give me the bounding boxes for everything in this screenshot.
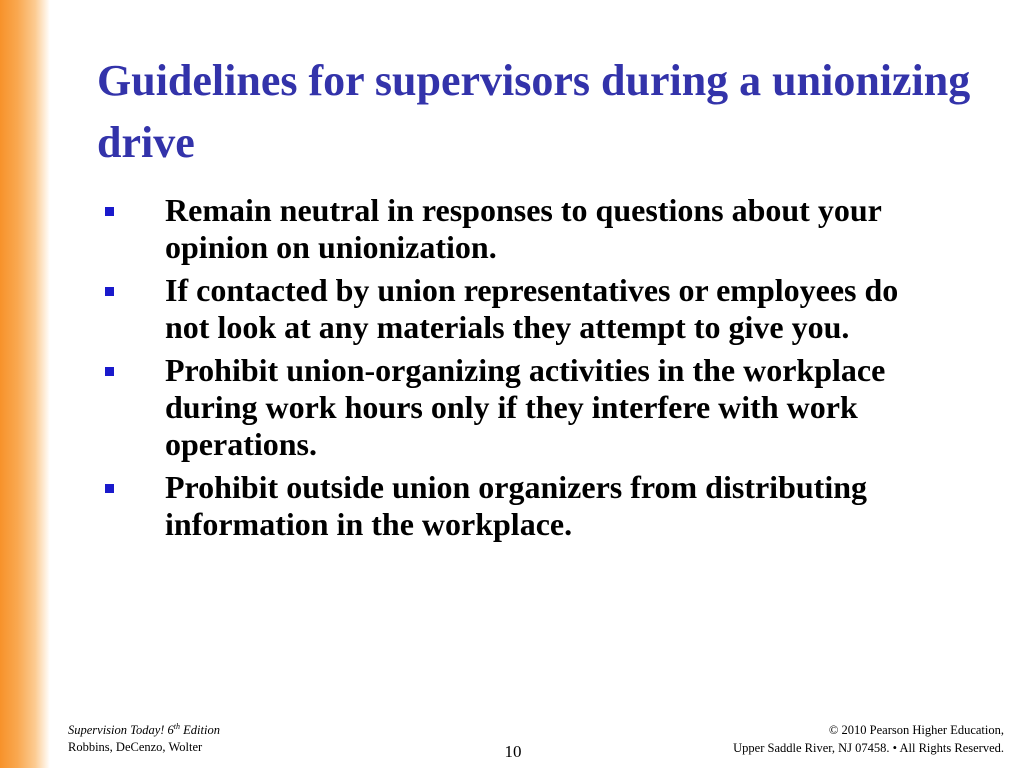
- bullet-text: Remain neutral in responses to questions about your opinion on unionization.: [165, 192, 882, 265]
- square-bullet-icon: [105, 484, 114, 493]
- bullet-list: [105, 192, 925, 549]
- square-bullet-icon: [105, 367, 114, 376]
- copyright-line-2: Upper Saddle River, NJ 07458. • All Rights Reserved.: [733, 741, 1004, 755]
- footer-book-title: Supervision Today! 6th Edition: [68, 721, 220, 737]
- square-bullet-icon: [105, 287, 114, 296]
- copyright-line-1: © 2010 Pearson Higher Education,: [828, 723, 1004, 737]
- footer-book-info: [68, 722, 220, 756]
- left-accent-bar: [0, 0, 50, 768]
- page-number: 10: [504, 742, 522, 761]
- bullet-item: [105, 469, 925, 543]
- bullet-item: [105, 352, 925, 463]
- bullet-text: If contacted by union representatives or employees do not look at any materials they attempt to give you.: [165, 272, 899, 345]
- square-bullet-icon: [105, 207, 114, 216]
- bullet-text: Prohibit union-organizing activities in the workplace during work hours only if they interfere with work operations.: [165, 352, 886, 462]
- footer-copyright: [733, 721, 1004, 757]
- bullet-item: [105, 272, 925, 346]
- bullet-item: [105, 192, 925, 266]
- bullet-text: Prohibit outside union organizers from distributing information in the workplace.: [165, 469, 867, 542]
- slide-title: Guidelines for supervisors during a unionizing drive: [97, 56, 971, 167]
- footer-authors: Robbins, DeCenzo, Wolter: [68, 740, 203, 754]
